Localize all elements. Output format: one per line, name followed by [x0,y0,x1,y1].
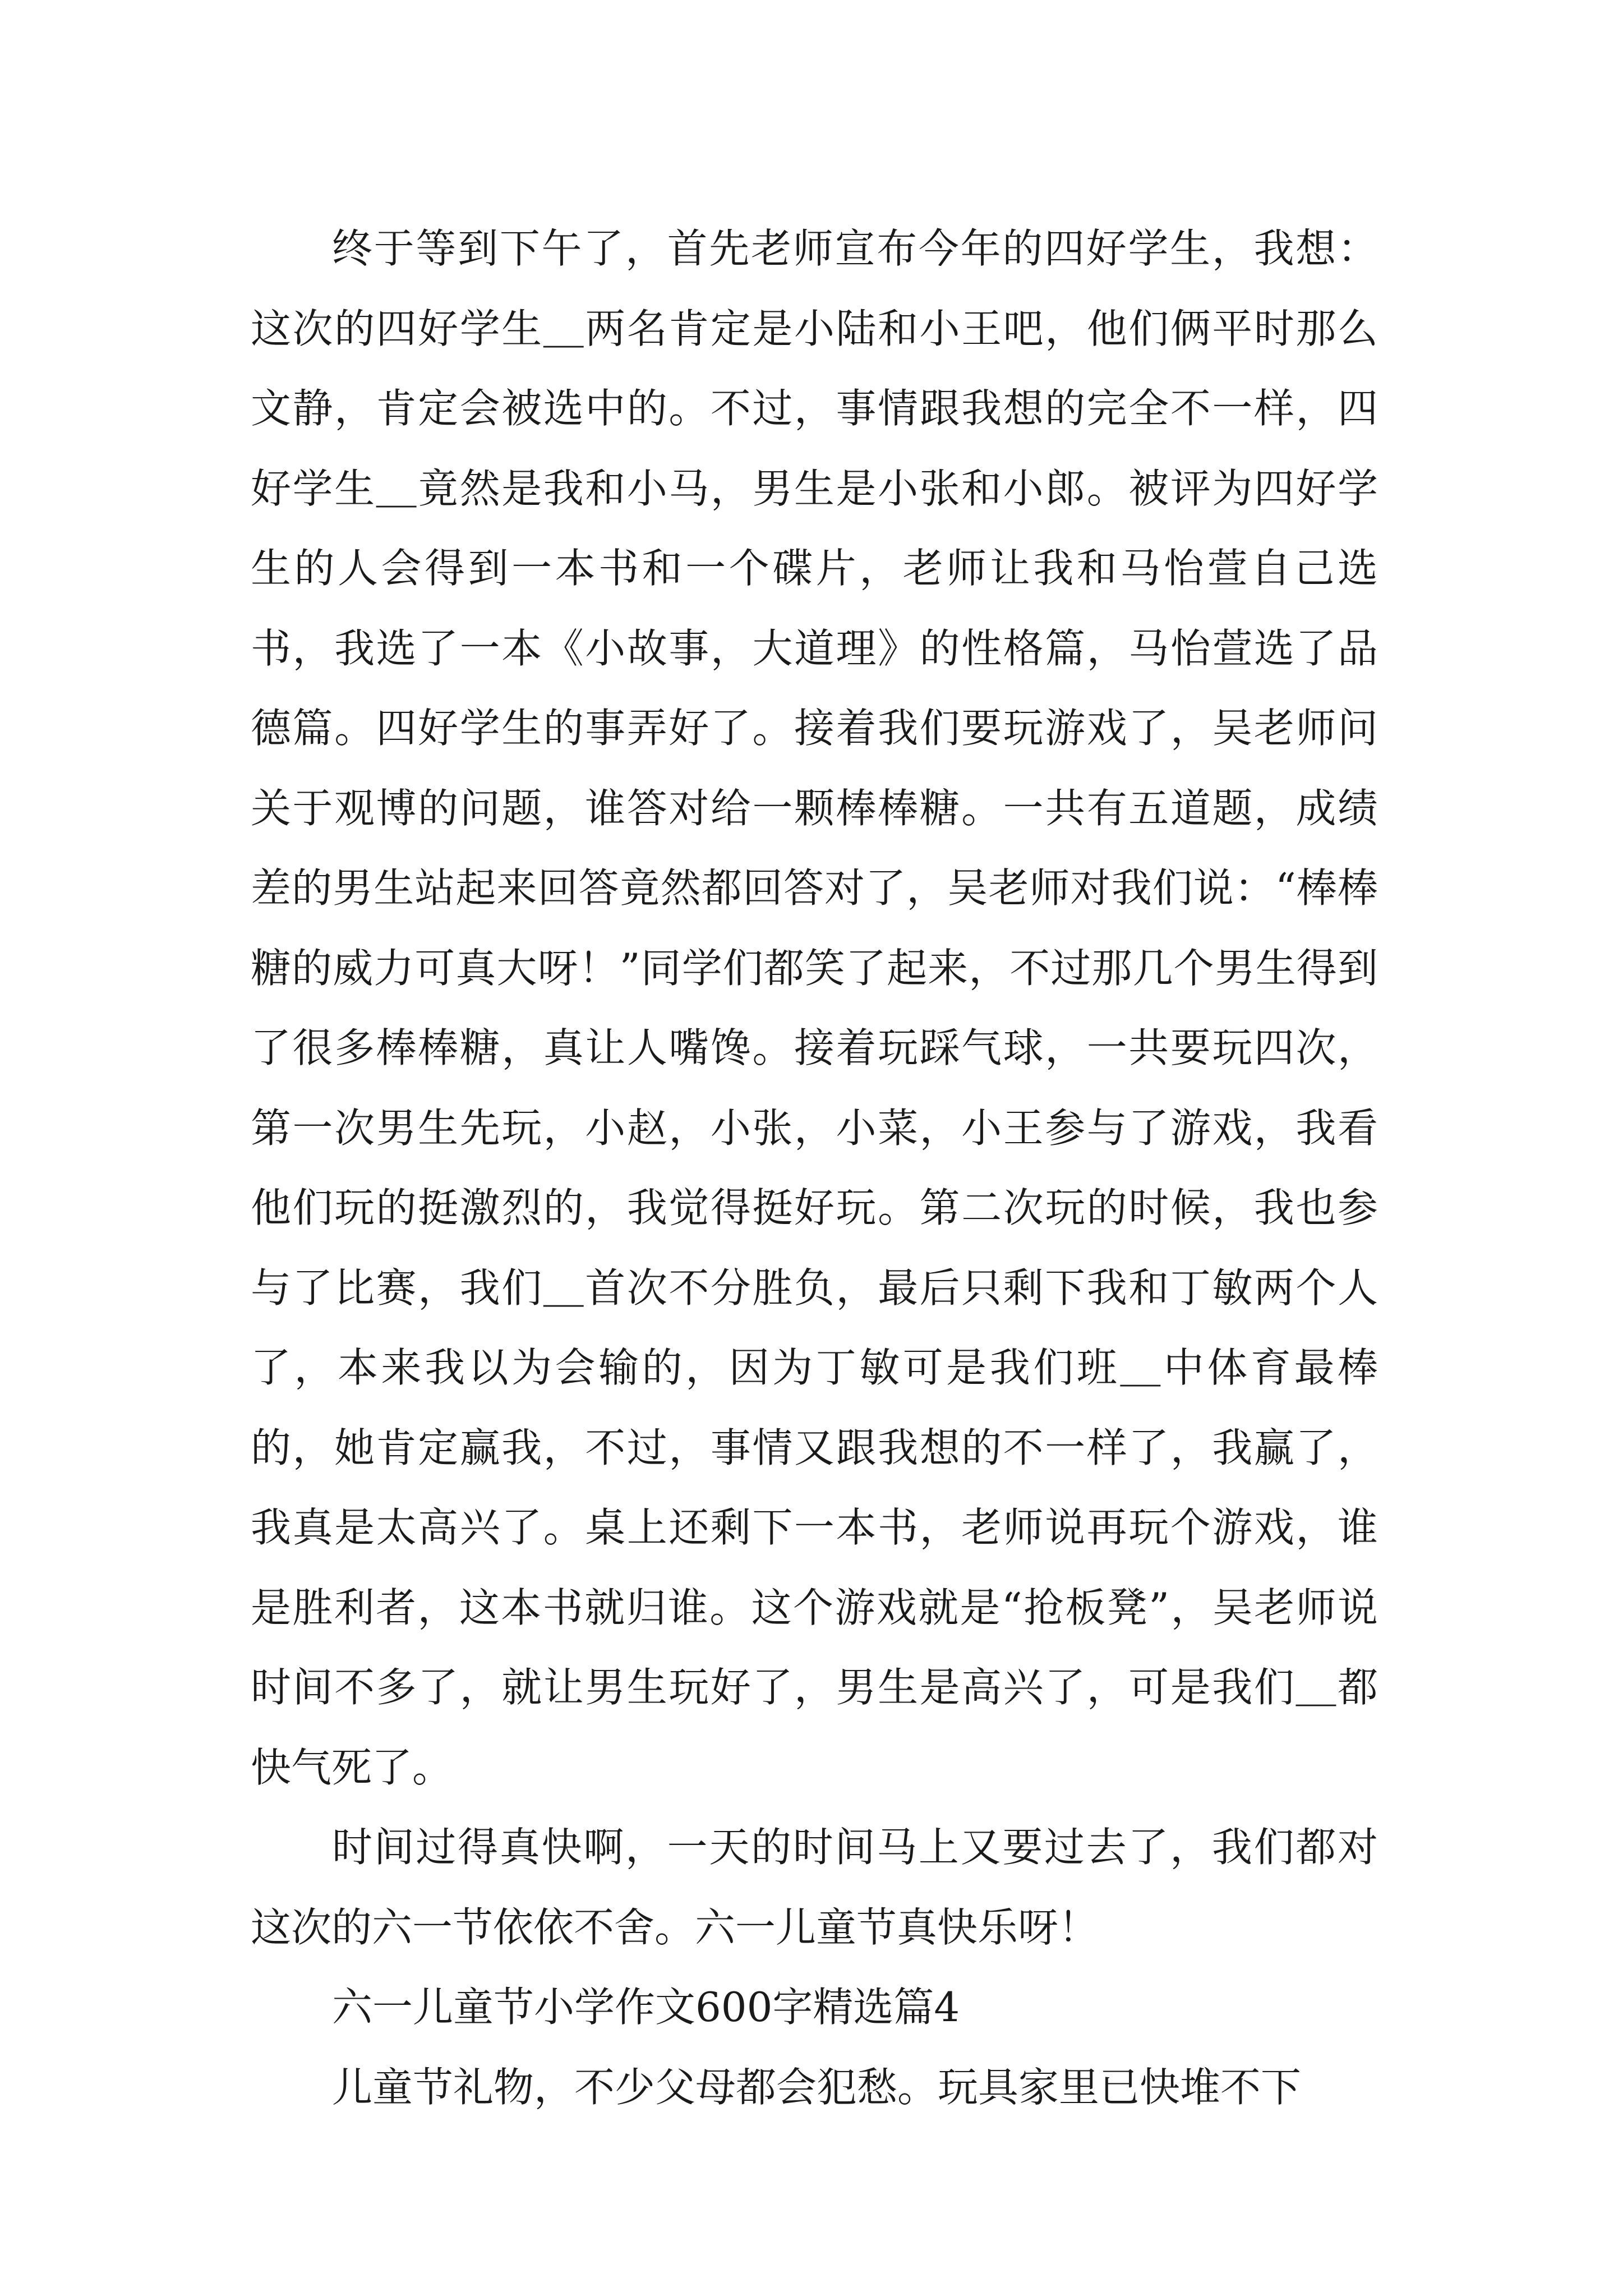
section-heading: 六一儿童节小学作文600字精选篇4 [332,1984,960,2031]
paragraph-story: 终于等到下午了，首先老师宣布今年的四好学生，我想：这次的四好学生＿两名肯定是小陆和小王吧，他们俩平时那么文静，肯定会被选中的。不过，事情跟我想的完全不一样，四好学生＿竟然是我和小马，男生是小张和小郎。被评为四好学生的人会得到一本书和一个碟片，老师让我和马怡萱自己选书，我选了一本《小故事，大道理》的性格篇，马怡萱选了品德篇。四好学生的事弄好了。接着我们要玩游戏了，吴老师问关于观博的问题，谁答对给一颗棒棒糖。一共有五道题，成绩差的男生站起来回答竟然都回答对了，吴老师对我们说：“棒棒糖的威力可真大呀！”同学们都笑了起来，不过那几个男生得到了很多棒棒糖，真让人嘴馋。接着玩踩气球，一共要玩四次，第一次男生先玩，小赵，小张，小菜，小王参与了游戏，我看他们玩的挺激烈的，我觉得挺好玩。第二次玩的时候，我也参与了比赛，我们＿首次不分胜负，最后只剩下我和丁敏两个人了，本来我以为会输的，因为丁敏可是我们班＿中体育最棒的，她肯定赢我，不过，事情又跟我想的不一样了，我赢了，我真是太高兴了。桌上还剩下一本书，老师说再玩个游戏，谁是胜利者，这本书就归谁。这个游戏就是“抢板凳”，吴老师说时间不多了，就让男生玩好了，男生是高兴了，可是我们＿都快气死了。 [251,225,1378,1791]
paragraph-ending: 时间过得真快啊，一天的时间马上又要过去了，我们都对这次的六一节依依不舍。六一儿童节真快乐呀！ [251,1824,1378,1951]
document-body [251,209,1378,2127]
paragraph-next: 儿童节礼物，不少父母都会犯愁。玩具家里已快堆不下 [332,2063,1302,2111]
